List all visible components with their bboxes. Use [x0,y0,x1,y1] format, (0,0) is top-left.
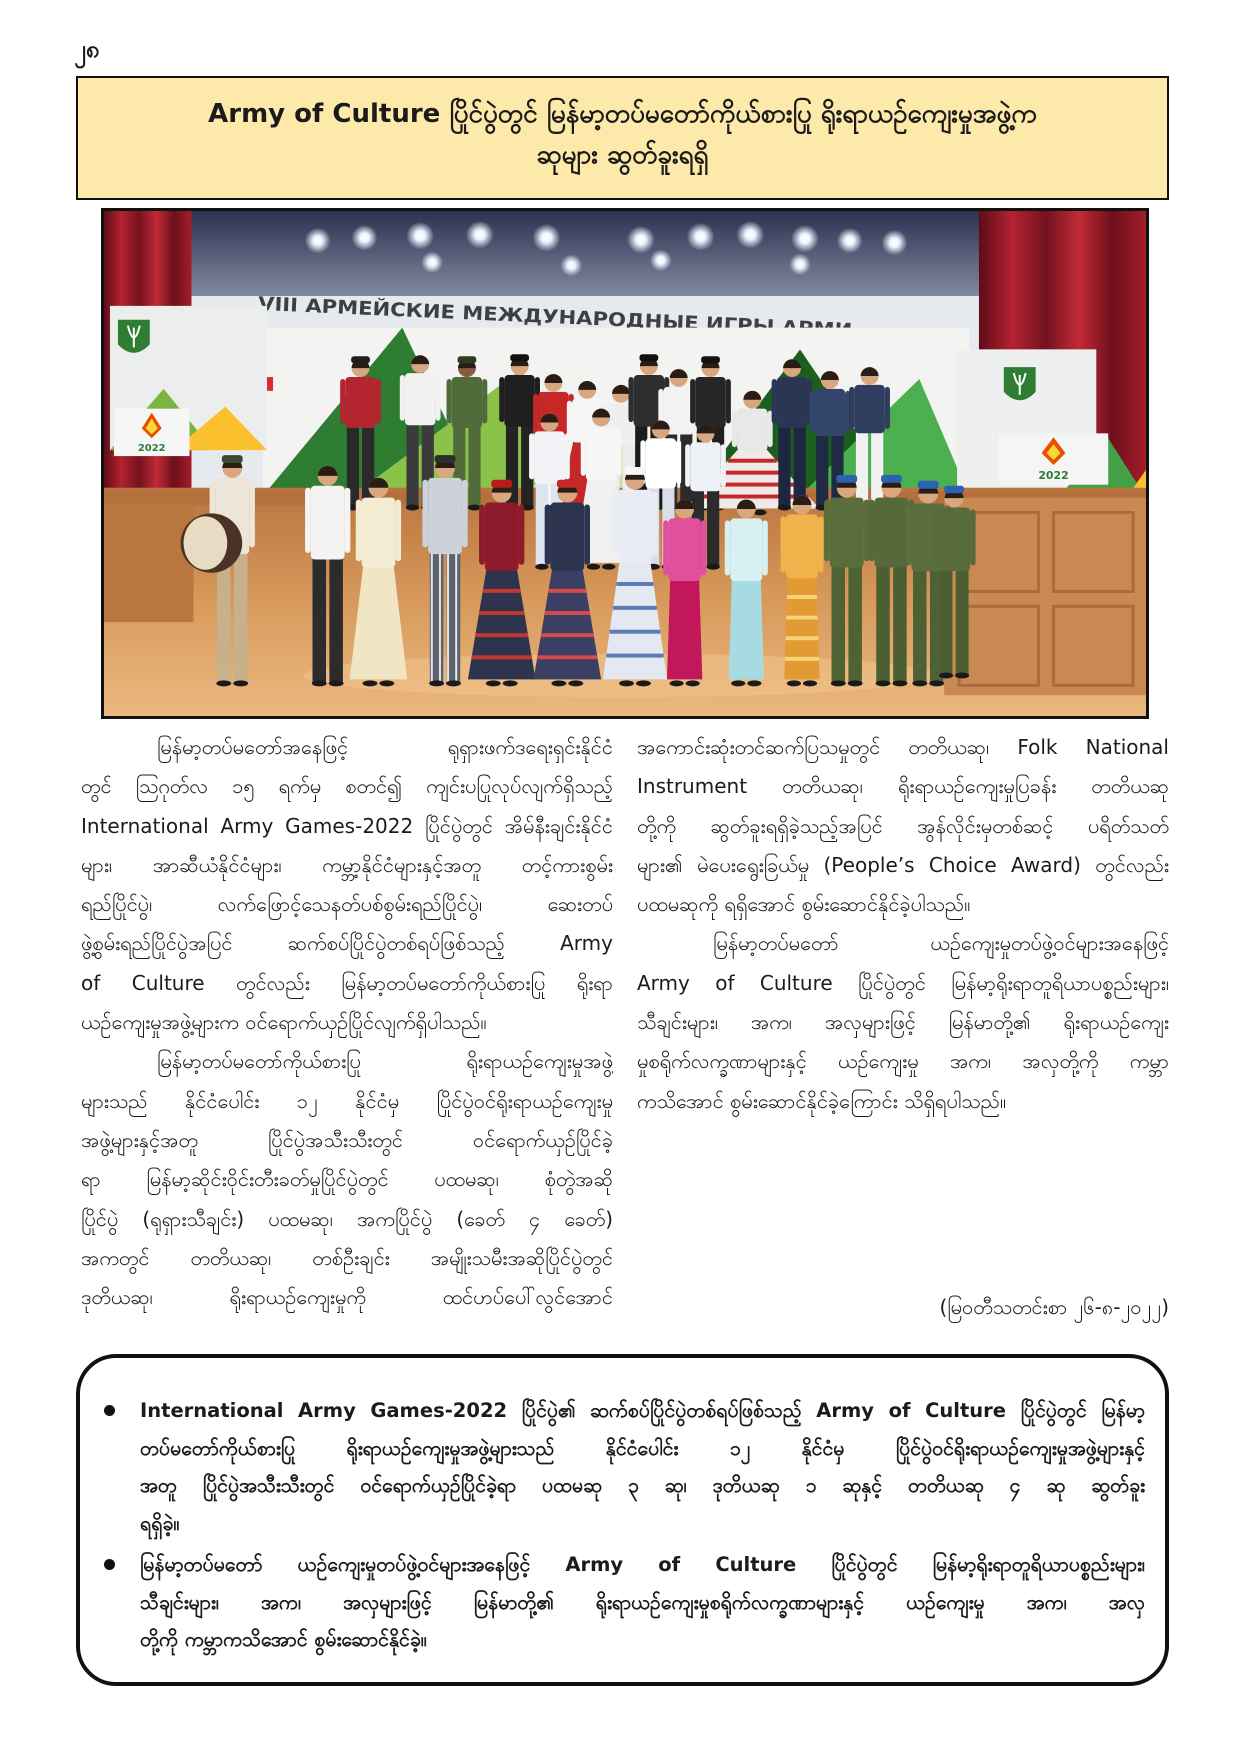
light-icon [466,221,494,249]
news-photo [101,208,1149,719]
performer-torso [362,498,396,568]
performer-shoe [686,680,700,686]
performer-torso [875,498,909,568]
performer-torso [534,431,564,484]
performer-arm [356,500,362,562]
performer-arm [345,488,351,553]
paragraph-line: ရည်ပြိုင်ပွဲ၊ လက်ဖြောင့်သေနတ်ပစ်စွမ်းရည်ပြိုင်ပွဲ၊ ဆေးတပ် [81,892,613,917]
performer-shoe [939,673,953,679]
headline-line: Army of Culture ပြိုင်ပွဲတွင် မြန်မာ့တပ်မတော်ကိုယ်စားပြု ရိုးရာယဉ်ကျေးမှုအဖွဲ့က [208,99,1037,129]
paragraph-line: ရာ မြန်မာ့ဆိုင်းဝိုင်းတီးခတ်မှုပြိုင်ပွဲတွင် ပထမဆု၊ စုံတွဲအဆို [81,1167,613,1192]
performer-arm [479,505,485,565]
skirt-pattern [472,655,532,659]
performer-shoe [233,680,248,686]
performer-arm [567,401,572,439]
paragraph-line: တို့ကို ဆွတ်ခူးရရှိခဲ့သည့်အပြင် အွန်လိုင်းမှတစ်ဆင့် ပရိတ်သတ် [637,813,1169,838]
performer-arm [690,379,695,423]
performer-hat [557,480,578,488]
performer-torso [815,389,845,436]
performer-shoe [876,680,891,686]
performer-hat [881,475,902,483]
paragraph-line: Army of Culture ပြိုင်ပွဲတွင် မြန်မာ့ရိုးရာတူရိယာပစ္စည်းများ၊ [637,970,1169,995]
skirt-pattern [483,589,521,593]
paragraph-line: မှုစရိုက်လက္ခဏာများနှင့် ယဉ်ကျေးမှု အက၊ အလှတို့ကို ကမ္ဘာ [637,1049,1169,1074]
performer-arm [869,500,875,562]
paragraph-line: တွင် ဩဂုတ်လ ၁၅ ရက်မှ စတင်၍ ကျင်းပပြုလုပ်လျက်ရှိသည့် [81,774,613,799]
performer-arm [584,505,590,565]
light-icon [560,254,582,276]
paragraph-line: ပထမဆုကို ရရှိအောင် စွမ်းဆောင်နိုင်ခဲ့ပါသည်။ [637,892,971,917]
light-icon [687,223,715,251]
performer-arm [780,516,785,572]
performer-shoe [955,673,969,679]
skirt-pattern [606,654,663,658]
skirt-pattern [786,616,817,620]
performer-arm [732,411,737,447]
performer-arm [933,509,938,565]
paragraph-first-line: မြန်မာ့တပ်မတော် ယဉ်ကျေးမှုတပ်ဖွဲ့ဝင်များအနေဖြင့် [713,931,1169,956]
performer-arm [628,377,633,422]
paragraph-line: များ၊ အာဆီယံနိုင်ငံများ၊ ကမ္ဘာ့နိုင်ငံများနှင့်အတူ တင့်ကားစွမ်း [81,852,613,877]
performer-shoe [329,680,344,686]
light-icon [791,225,819,253]
paragraph-line: အကတွင် တတိယဆု၊ တစ်ဦးချင်း အမျိုးသမီးအဆိုပြိုင်ပွဲတွင် [81,1245,613,1270]
paragraph-line: ဖွဲ့စွမ်းရည်ပြိုင်ပွဲအပြင် ဆက်စပ်ပြိုင်ပွဲတစ်ရပ်ဖြစ်သည့် Army [81,931,613,956]
right-logo-stand [999,433,1108,484]
source-credit: (မြဝတီသတင်းစာ ၂၆-၈-၂၀၂၂) [939,1295,1169,1319]
performer-shoe [379,680,394,686]
bullet-line: မြန်မာ့တပ်မတော် ယဉ်ကျေးမှုတပ်ဖွဲ့ဝင်များအနေဖြင့် Army of Culture ပြိုင်ပွဲတွင် မြန်မာ့ရိုးရာတူရိယာပစ္စည်းများ၊ [140,1553,1145,1576]
summary-bullet [140,1546,1145,1659]
paragraph-line: အဖွဲ့များနှင့်အတူ ပြိုင်ပွဲအသီးသီးတွင် ဝင်ရောက်ယှဉ်ပြိုင်ခဲ့ [81,1127,613,1152]
performer-torso [777,377,807,428]
performer-shoe [363,680,378,686]
performer-leg [468,426,480,508]
performer-leg [831,434,843,508]
performer-shoe [216,680,231,686]
performer-leg [329,557,343,683]
performer-skirt [667,579,702,679]
performer-shoe [670,680,684,686]
performer-shoe [602,564,615,570]
performer-leg [778,426,790,508]
performer-leg [234,552,248,683]
skirt-pattern [717,471,787,475]
performer-torso [311,486,345,560]
skirt-pattern [728,459,777,463]
trouser-stripe [431,552,433,683]
performer-torso [646,438,676,488]
performer-arm [435,375,440,421]
performer-leg [794,426,806,508]
performer-arm [395,500,401,562]
performer-hat [918,481,939,489]
paragraph-line: of Culture တွင်လည်း မြန်မာ့တပ်မတော်ကိုယ်စားပြု ရိုးရာ [81,970,613,995]
performer-arm [519,505,525,565]
performer-arm [447,379,452,423]
performer-leg [832,565,846,683]
light-icon [533,224,561,252]
light-icon [650,250,672,272]
performer-arm [824,500,830,562]
performer-arm [616,428,621,475]
performer-torso [830,498,864,568]
performer-torso [690,442,720,491]
performer-leg [913,569,927,683]
performer-hat [491,480,512,488]
performer-arm [849,387,854,429]
performer-torso [428,478,462,554]
paragraph-line: Instrument တတိယဆု၊ ရိုးရာယဉ်ကျေးမှုပြခန်း တတိယဆု [637,774,1169,799]
performer-leg [406,423,418,507]
performer-arm [721,444,726,487]
trouser-stripe [447,552,449,683]
performer-arm [725,520,730,575]
light-icon [406,222,434,250]
performer-arm [545,505,551,565]
light-icon [421,252,443,274]
performer-shoe [831,680,846,686]
performer-hat [836,475,857,483]
performer-hat [222,455,243,463]
light-icon [736,221,764,249]
performer-arm [376,379,381,423]
performer-arm [885,387,890,429]
light-icon [305,228,331,254]
trouser-stripe [439,552,441,683]
logo-year: 2022 [137,443,166,455]
performer-arm [565,433,570,479]
light-icon [882,230,908,256]
performer-torso [504,375,534,427]
performer-shoe [446,680,461,686]
performer-shoe [503,680,518,686]
performer-leg [707,489,719,567]
skirt-pattern [616,582,653,586]
performer-shoe [803,680,817,686]
performer-leg [956,569,969,675]
light-icon [789,253,811,275]
article-column-right [637,728,1169,1121]
headline-line: ဆုများ ဆွတ်ခူးရရှိ [536,140,709,170]
skirt-pattern [479,611,524,615]
performer-arm [701,520,706,575]
summary-box [76,1354,1169,1686]
performer-torso [405,373,435,425]
paragraph-line: အကောင်းဆုံးတင်ဆက်ပြသမှုတွင် တတိယဆု၊ Folk National [637,735,1169,759]
skirt-pattern [785,657,819,661]
performer-arm [818,516,823,572]
performer-shoe [312,680,327,686]
performer-arm [529,433,534,479]
performer-torso [550,503,584,571]
performer-shoe [929,680,944,686]
performer-arm [305,488,311,553]
paragraph-line: များသည် နိုင်ငံပေါင်း ၁၂ နိုင်ငံမှ ပြိုင်ပွဲဝင်ရိုးရာယဉ်ကျေးမှု [81,1088,613,1113]
paragraph-line: ကသိအောင် စွမ်းဆောင်နိုင်ခဲ့ကြောင်း သိရှိရပါသည်။ [637,1088,1007,1113]
performer-leg [871,431,883,507]
skirt-pattern [613,606,657,610]
left-wood-wall [104,504,193,623]
light-icon [627,226,655,254]
performer-arm [970,509,975,565]
performer-arm [462,480,468,548]
page-number: ၂၈ [74,35,100,63]
performer-skirt [729,579,764,679]
performer-shoe [787,680,801,686]
bullet-line: တို့ကို ကမ္ဘာကသိအောင် စွမ်းဆောင်နိုင်ခဲ့။ [140,1628,427,1651]
performer-arm [772,379,777,423]
light-icon [352,225,378,251]
performer-torso [737,409,767,451]
performer-shoe [706,564,719,570]
paragraph-line: ပြိုင်ပွဲ (ရုရှားသီချင်း) ပထမဆု၊ အကပြိုင်ပွဲ (ခေတ် ၄ ခေတ်) [81,1206,613,1231]
performer-leg [848,565,862,683]
performer-torso [452,377,482,428]
paragraph-line: ဒုတိယဆု၊ ရိုးရာယဉ်ကျေးမှုကို ထင်ဟပ်ပေါ်လွင်အောင် [81,1285,613,1310]
performer-leg [856,431,868,507]
performer-torso [854,385,884,433]
performer-arm [906,506,912,566]
performer-shoe [731,680,745,686]
skirt-pattern [610,630,661,634]
light-icon [837,228,863,254]
skirt-pattern [537,655,597,659]
headline-box [76,76,1169,200]
skirt-pattern [786,636,819,640]
performer-arm [685,444,690,487]
performer-leg [312,557,326,683]
performer-torso [730,518,762,581]
performer-arm [533,394,538,434]
performer-arm [676,440,681,484]
paragraph-line: International Army Games-2022 ပြိုင်ပွဲတွင် အိမ်နီးချင်းနိုင်ငံ [81,813,613,838]
performer-shoe [892,680,907,686]
performer-arm [340,379,345,423]
bullet-line: ရရှိခဲ့။ [140,1511,180,1535]
performer-shoe [551,680,566,686]
performer-torso [586,426,616,480]
article-column-left [81,728,613,1317]
bullet-icon [104,1559,115,1570]
performer-leg [816,434,828,508]
logo-year: 2022 [1038,468,1069,482]
bullet-line: သီချင်းများ၊ အက၊ အလှများဖြင့် မြန်မာတို့၏ ရိုးရာယဉ်ကျေးမှုစရိုက်လက္ခဏာများနှင့် ယဉ်ကျေးမှု အက၊ အလှ [140,1590,1145,1614]
performer-torso [786,514,818,578]
performer-arm [499,377,504,422]
skirt-pattern [548,589,586,593]
bullet-line: International Army Games-2022 ပြိုင်ပွဲ၏ ဆက်စပ်ပြိုင်ပွဲတစ်ရပ်ဖြစ်သည့် Army of Culture ပြိုင်ပွဲတွင် မြန်မာ့ [140,1399,1145,1422]
performer-shoe [747,680,761,686]
performer-hat [351,356,370,363]
performer-shoe [535,564,548,570]
performer-torso [485,503,519,571]
performer-shoe [429,680,444,686]
performer-arm [726,379,731,423]
skirt-pattern [545,611,590,615]
performer-arm [652,492,658,556]
paragraph-line: ယဉ်ကျေးမှုအဖွဲ့များက ဝင်ရောက်ယှဉ်ပြိုင်လျက်ရှိပါသည်။ [81,1010,487,1035]
performer-hat [510,354,529,361]
performer-skirt [784,576,819,679]
paragraph-line: များ၏ မဲပေးရွေးခြယ်မှု (People’s Choice Award) တွင်လည်း [637,852,1169,877]
performer-shoe [568,680,583,686]
performer-hat [944,486,964,494]
performer-hat [435,455,456,463]
performer-shoe [778,505,791,511]
performer-shoe [486,680,501,686]
performer-arm [864,500,870,562]
skirt-pattern [787,595,817,599]
performer-leg [893,565,907,683]
performer-arm [249,480,255,548]
performer-shoe [619,680,634,686]
performer-arm [482,379,487,423]
performer-leg [940,569,953,675]
performer-shoe [848,680,863,686]
performer-hat [701,356,720,363]
paragraph-first-line: မြန်မာ့တပ်မတော်အနေဖြင့် ရုရှားဖက်ဒရေးရှင်းနိုင်ငံ [157,735,613,759]
performer-leg [217,552,231,683]
performer-torso [938,507,970,571]
stage-photo-illustration [104,211,1146,716]
skirt-pattern [475,633,528,637]
bullet-line: တပ်မတော်ကိုယ်စားပြု ရိုးရာယဉ်ကျေးမှုအဖွဲ့များသည် နိုင်ငံပေါင်း ၁၂ နိုင်ငံမှ ပြိုင်ပွဲဝင်ရိုးရာယဉ်ကျေးမှုအဖွဲ့များနှင့် [140,1436,1145,1460]
performer-arm [663,520,668,575]
performer-arm [762,520,767,575]
performer-hat [625,467,646,475]
performer-arm [422,480,428,548]
drum-head [184,516,228,569]
summary-bullet [140,1392,1145,1542]
performer-torso [695,377,725,428]
banner-text: VIII АРМЕЙСКИЕ МЕЖДУНАРОДНЫЕ ИГРЫ АРМИ [257,293,790,339]
skirt-pattern [541,633,594,637]
performer-torso [669,518,701,581]
performer-torso [618,490,652,562]
performer-arm [612,492,618,556]
bullet-line: အတူ ပြိုင်ပွဲအသီးသီးတွင် ဝင်ရောက်ယှဉ်ပြိုင်ခဲ့ရာ ပထမဆု ၃ ဆု၊ ဒုတိယဆု ၁ ဆုနှင့် တတိယဆု ၄ ဆု ဆွတ်ခူး [140,1474,1145,1497]
performer-leg [876,565,890,683]
bullet-icon [104,1405,115,1416]
trouser-stripe [455,552,457,683]
performer-arm [400,375,405,421]
performer-hat [458,356,477,363]
performer-shoe [587,564,600,570]
performer-shoe [636,680,651,686]
paragraph-line: သီချင်းများ၊ အက၊ အလှများဖြင့် မြန်မာတို့၏ ရိုးရာယဉ်ကျေး [637,1010,1169,1035]
performer-arm [809,391,814,432]
performer-torso [345,377,375,428]
performer-shoe [912,680,927,686]
performer-hat [639,354,658,361]
left-logo-stand [114,409,190,456]
performer-arm [581,428,586,475]
performer-shoe [406,505,419,511]
paragraph-first-line: မြန်မာ့တပ်မတော်ကိုယ်စားပြု ရိုးရာယဉ်ကျေးမှုအဖွဲ့ [157,1049,613,1074]
